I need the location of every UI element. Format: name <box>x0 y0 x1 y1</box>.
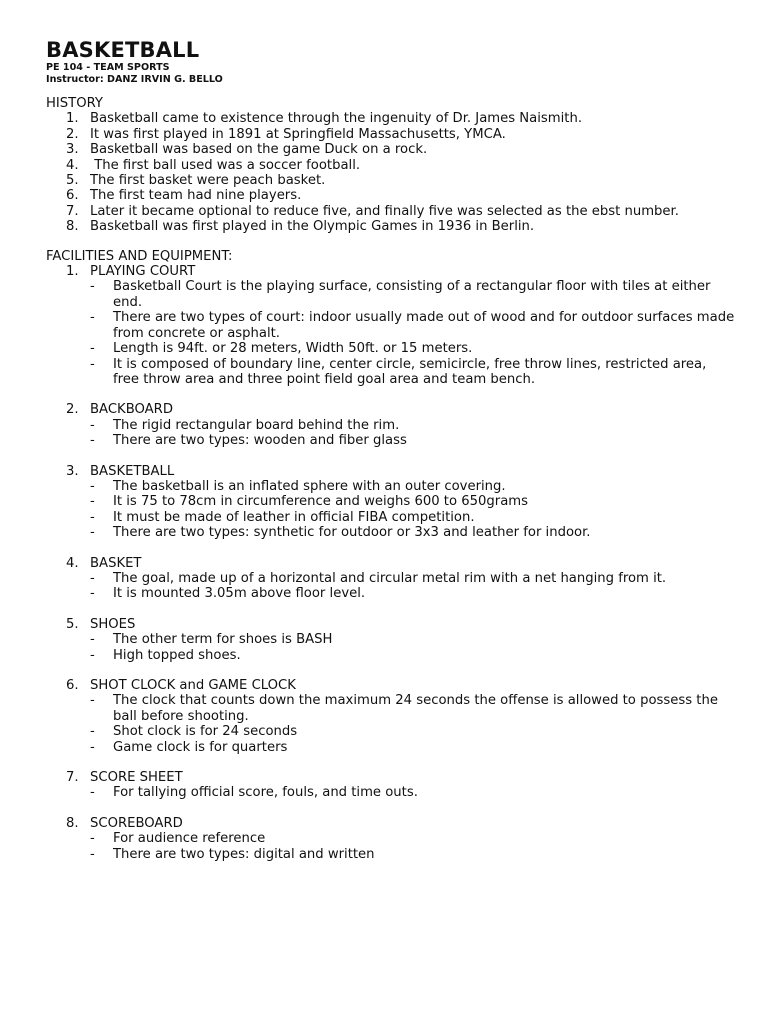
bullet-item <box>46 724 736 739</box>
facility-item-basket <box>46 556 736 602</box>
dash-marker: - <box>90 570 95 586</box>
facility-title: SHOES <box>90 616 136 632</box>
dash-marker: - <box>90 417 95 433</box>
facility-title: BASKET <box>90 555 142 571</box>
bullet-text: The basketball is an inflated sphere with an outer covering. <box>113 478 506 494</box>
facility-bullets <box>46 693 736 755</box>
facility-item-backboard <box>46 402 736 448</box>
facility-item-scoreboard <box>46 816 736 862</box>
history-item-text: The first team had nine players. <box>90 188 302 204</box>
dash-marker: - <box>90 693 95 709</box>
bullet-text: Basketball Court is the playing surface, consisting of a rectangular floor with tiles at either end. <box>113 279 711 310</box>
bullet-text: There are two types of court: indoor usually made out of wood and for outdoor surfaces made from concrete or asphalt. <box>113 310 735 341</box>
facility-heading <box>46 402 736 417</box>
history-item-number: 7. <box>66 203 79 219</box>
bullet-text: It must be made of leather in official FIBA competition. <box>113 509 475 525</box>
dash-marker: - <box>90 846 95 862</box>
bullet-text: For tallying official score, fouls, and time outs. <box>113 785 418 801</box>
bullet-text: For audience reference <box>113 831 266 847</box>
dash-marker: - <box>90 509 95 525</box>
facility-bullets <box>46 418 736 449</box>
bullet-item <box>46 479 736 494</box>
facility-item-basketball <box>46 464 736 541</box>
bullet-item <box>46 831 736 846</box>
dash-marker: - <box>90 478 95 494</box>
history-item <box>46 173 736 188</box>
facilities-heading: FACILITIES AND EQUIPMENT: <box>46 248 233 264</box>
facility-heading <box>46 678 736 693</box>
bullet-text: Game clock is for quarters <box>113 739 288 755</box>
dash-marker: - <box>90 279 95 295</box>
history-item <box>46 158 736 173</box>
facility-item-score-sheet <box>46 770 736 801</box>
facility-title: SHOT CLOCK and GAME CLOCK <box>90 678 296 693</box>
history-item-text: Basketball was based on the game Duck on a rock. <box>90 142 428 158</box>
facility-number: 4. <box>66 555 79 571</box>
history-item-number: 4. <box>66 157 79 173</box>
bullet-text: The other term for shoes is BASH <box>113 632 333 648</box>
facility-bullets <box>46 479 736 541</box>
bullet-text: There are two types: digital and written <box>113 846 375 862</box>
bullet-item <box>46 693 736 724</box>
dash-marker: - <box>90 341 95 357</box>
bullet-text: It is 75 to 78cm in circumference and weighs 600 to 650grams <box>113 494 528 510</box>
history-list <box>46 111 736 234</box>
facilities-list <box>46 264 736 862</box>
history-item-text: The first basket were peach basket. <box>90 173 326 189</box>
document-title: BASKETBALL <box>46 38 200 62</box>
facility-bullets <box>46 279 736 387</box>
bullet-item <box>46 740 736 755</box>
bullet-item <box>46 525 736 540</box>
facility-heading <box>46 264 736 279</box>
dash-marker: - <box>90 785 95 801</box>
bullet-text: Length is 94ft. or 28 meters, Width 50ft. or 15 meters. <box>113 341 473 357</box>
history-item <box>46 204 736 219</box>
facility-bullets <box>46 571 736 602</box>
dash-marker: - <box>90 724 95 740</box>
facility-number: 6. <box>66 678 79 693</box>
dash-marker: - <box>90 739 95 755</box>
bullet-text: The rigid rectangular board behind the rim. <box>113 417 400 433</box>
facility-item-playing-court <box>46 264 736 387</box>
bullet-text: Shot clock is for 24 seconds <box>113 724 298 740</box>
facility-number: 1. <box>66 264 79 280</box>
bullet-item <box>46 357 736 388</box>
bullet-text: The goal, made up of a horizontal and circular metal rim with a net hanging from it. <box>113 570 667 586</box>
facility-bullets <box>46 632 736 663</box>
facility-heading <box>46 770 736 785</box>
history-heading: HISTORY <box>46 96 103 111</box>
bullet-item <box>46 632 736 647</box>
facility-heading <box>46 556 736 571</box>
bullet-text: High topped shoes. <box>113 647 241 663</box>
facility-number: 7. <box>66 770 79 786</box>
bullet-item <box>46 510 736 525</box>
facility-bullets <box>46 831 736 862</box>
bullet-item <box>46 847 736 862</box>
facility-number: 3. <box>66 463 79 479</box>
history-item-number: 3. <box>66 142 79 158</box>
bullet-text: It is mounted 3.05m above floor level. <box>113 586 366 602</box>
dash-marker: - <box>90 632 95 648</box>
facility-item-shoes <box>46 617 736 663</box>
dash-marker: - <box>90 647 95 663</box>
history-item-text: It was first played in 1891 at Springfield Massachusetts, YMCA. <box>90 126 506 142</box>
history-item-text: The first ball used was a soccer football. <box>90 157 361 173</box>
dash-marker: - <box>90 433 95 449</box>
facility-title: BACKBOARD <box>90 402 173 418</box>
history-item <box>46 142 736 157</box>
bullet-item <box>46 571 736 586</box>
dash-marker: - <box>90 831 95 847</box>
instructor-line: Instructor: DANZ IRVIN G. BELLO <box>46 74 223 85</box>
bullet-text: There are two types: synthetic for outdoor or 3x3 and leather for indoor. <box>113 525 591 541</box>
bullet-text: There are two types: wooden and fiber glass <box>113 433 407 449</box>
dash-marker: - <box>90 586 95 602</box>
facility-title: PLAYING COURT <box>90 264 196 280</box>
bullet-item <box>46 648 736 663</box>
history-item-number: 8. <box>66 219 79 235</box>
bullet-item <box>46 279 736 310</box>
dash-marker: - <box>90 494 95 510</box>
history-item <box>46 188 736 203</box>
dash-marker: - <box>90 310 95 326</box>
bullet-text: It is composed of boundary line, center circle, semicircle, free throw lines, restricted area, free throw area and three point field goal area and team bench. <box>113 356 707 387</box>
history-item-number: 2. <box>66 126 79 142</box>
facility-title: SCORE SHEET <box>90 770 183 786</box>
history-item <box>46 219 736 234</box>
facility-heading <box>46 617 736 632</box>
bullet-item <box>46 310 736 341</box>
document-page <box>46 38 736 862</box>
history-item <box>46 127 736 142</box>
history-item-text: Later it became optional to reduce five, and finally five was selected as the ebst number. <box>90 203 679 219</box>
dash-marker: - <box>90 356 95 372</box>
facility-item-shot-clock <box>46 678 736 755</box>
facility-title: SCOREBOARD <box>90 815 183 831</box>
facility-heading <box>46 816 736 831</box>
facility-bullets <box>46 785 736 800</box>
dash-marker: - <box>90 525 95 541</box>
bullet-item <box>46 494 736 509</box>
facility-number: 2. <box>66 402 79 418</box>
history-item <box>46 111 736 126</box>
history-item-number: 6. <box>66 188 79 204</box>
course-subtitle: PE 104 - TEAM SPORTS <box>46 62 170 73</box>
facility-number: 5. <box>66 616 79 632</box>
bullet-item <box>46 785 736 800</box>
bullet-text: The clock that counts down the maximum 24 seconds the offense is allowed to possess the ball before shooting. <box>113 693 718 724</box>
facility-title: BASKETBALL <box>90 463 175 479</box>
history-item-text: Basketball came to existence through the ingenuity of Dr. James Naismith. <box>90 111 583 127</box>
history-item-number: 1. <box>66 111 79 127</box>
history-item-text: Basketball was first played in the Olympic Games in 1936 in Berlin. <box>90 219 535 235</box>
facility-heading <box>46 464 736 479</box>
bullet-item <box>46 418 736 433</box>
bullet-item <box>46 341 736 356</box>
history-item-number: 5. <box>66 173 79 189</box>
facility-number: 8. <box>66 815 79 831</box>
bullet-item <box>46 586 736 601</box>
bullet-item <box>46 433 736 448</box>
